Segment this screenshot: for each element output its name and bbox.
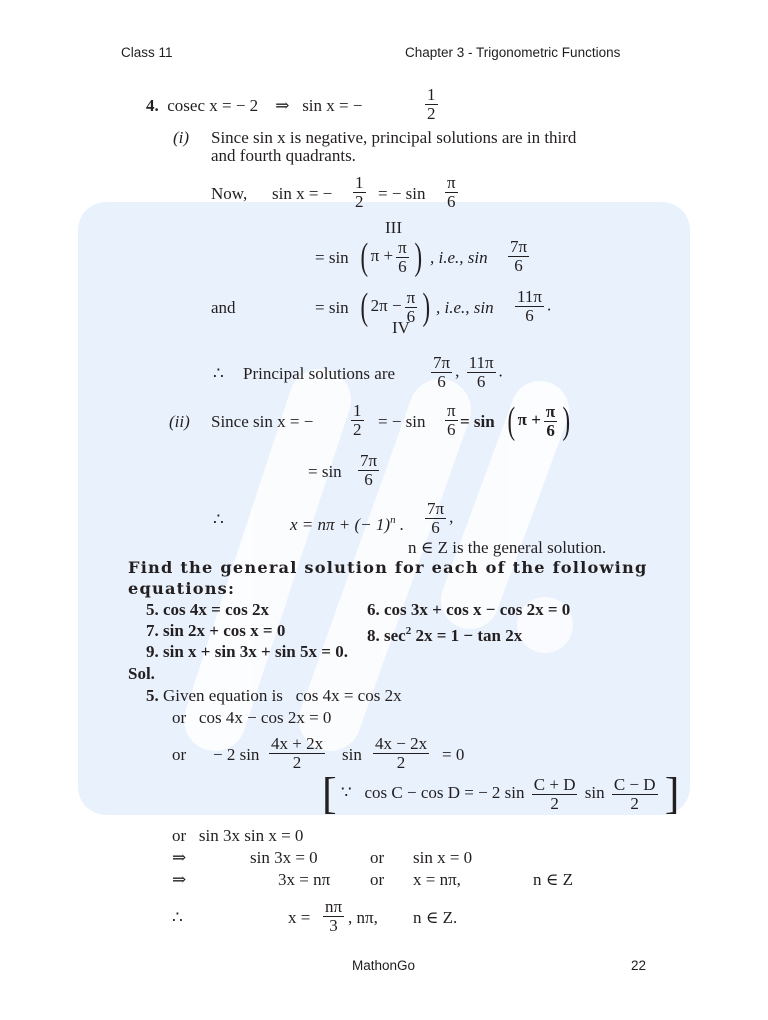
implies-1: ⇒ xyxy=(172,848,187,867)
q4-rhs: sin x = − xyxy=(302,96,363,115)
exercise-item-6: 6. cos 3x + cos x − cos 2x = 0 xyxy=(367,600,571,619)
sol5-line3-eq: = 0 xyxy=(442,745,465,764)
sol5-line3-sin: sin xyxy=(342,745,362,764)
exercise-heading-2: equations: xyxy=(128,579,236,598)
frac-7pi6-c: $\frac{7\pi}{6}$ , xyxy=(427,499,454,537)
exercise-item-9: 9. sin x + sin 3x + sin 5x = 0. xyxy=(146,642,348,661)
sol5-line3-a: − 2 sin xyxy=(213,745,260,764)
frac-diff: $\frac{4x - 2x}{2}$ xyxy=(375,734,428,772)
part-ii-label: (ii) xyxy=(169,412,190,431)
q4-number: 4. xyxy=(146,96,159,115)
and-label: and xyxy=(211,298,236,317)
principal-values: $\frac{7\pi}{6}$ , $\frac{11\pi}{6}$ . xyxy=(433,353,503,391)
now-expr-b: = − sin xyxy=(378,184,426,203)
quadrant-IV: IV xyxy=(392,318,410,337)
eq-sin-2: = sin xyxy=(315,298,349,317)
exercise-heading-1: Find the general solution for each of the following xyxy=(128,558,648,577)
frac-sum: $\frac{4x + 2x}{2}$ xyxy=(271,734,324,772)
frac-one-half: $\frac{1}{2}$ xyxy=(427,85,436,123)
bold-pi-plus-group: ( π + $\frac{\pi}{6}$ ) xyxy=(507,400,571,442)
general-solution-tail: n ∈ Z is the general solution. xyxy=(408,538,607,557)
sol5-line1: 5. Given equation is cos 4x = cos 2x xyxy=(146,686,402,705)
frac-npi3: $\frac{n\pi}{3}$ xyxy=(325,897,343,935)
q4-line1 xyxy=(146,96,362,116)
header-class: Class 11 xyxy=(121,45,173,60)
sol5-line5-a: sin 3x = 0 xyxy=(250,848,318,867)
implies-2: ⇒ xyxy=(172,870,187,889)
quadrant-III: III xyxy=(385,218,402,237)
ie-2: , i.e., sin xyxy=(436,298,494,317)
now-label: Now, xyxy=(211,184,248,203)
principal-text: Principal solutions are xyxy=(243,364,396,383)
sol5-final-b: , nπ, xyxy=(348,908,378,927)
sol5-or-3: or xyxy=(172,745,187,764)
sol5-line4: or sin 3x sin x = 0 xyxy=(172,826,304,845)
footer-brand: MathonGo xyxy=(352,958,416,973)
ie-1: , i.e., sin xyxy=(430,248,488,267)
pi-plus-pi6-group: ( π + $\frac{\pi}{6}$ ) xyxy=(360,236,422,278)
sol5-line6-b: x = nπ, xyxy=(413,870,461,889)
header-chapter: Chapter 3 - Trigonometric Functions xyxy=(405,45,621,60)
two-pi-minus-group: ( 2π − $\frac{\pi}{6}$ ) xyxy=(360,286,431,328)
part-i-text-2: and fourth quadrants. xyxy=(211,146,356,165)
therefore-2: ∴ xyxy=(213,510,224,529)
exercise-item-8: 8. $\sec^2 2x = 1 - \tan 2x$ xyxy=(367,625,523,645)
sol5-line5-b: sin x = 0 xyxy=(413,848,473,867)
frac-now-pi6: $\frac{\pi}{6}$ xyxy=(447,173,456,211)
implies-symbol: ⇒ xyxy=(275,96,290,115)
eq-sin-3: = sin xyxy=(308,462,342,481)
ii-minus-sin: = − sin xyxy=(378,412,426,431)
sol5-final-a: x = xyxy=(288,908,311,927)
eq-sin-1: = sin xyxy=(315,248,349,267)
therefore-1: ∴ xyxy=(213,364,224,383)
part-i-label: (i) xyxy=(173,128,190,147)
sol5-final-c: n ∈ Z. xyxy=(413,908,458,927)
footer-page-number: 22 xyxy=(631,958,647,973)
now-expr-a: sin x = − xyxy=(272,184,333,203)
sol5-line2: or cos 4x − cos 2x = 0 xyxy=(172,708,332,727)
therefore-3: ∴ xyxy=(172,908,183,927)
general-x: x = nπ + (− 1)$^n$ . xyxy=(290,514,405,534)
frac-7pi6-a: $\frac{7\pi}{6}$ xyxy=(510,237,528,275)
part-i-text-1: Since sin x is negative, principal solutions are in third xyxy=(211,128,577,147)
frac-11pi6-a: $\frac{11\pi}{6}$ . xyxy=(517,287,552,325)
sol5-or-6: or xyxy=(370,870,385,889)
q4-lhs: cosec x = − 2 xyxy=(167,96,259,115)
frac-now-half: $\frac{1}{2}$ xyxy=(355,173,364,211)
sol5-line6-a: 3x = nπ xyxy=(278,870,331,889)
sol-label: Sol. xyxy=(128,664,155,683)
sol5-line6-c: n ∈ Z xyxy=(533,870,573,889)
identity-bracket-group: [ ∵ cos C − cos D = − 2 sin $\frac{C + D}{2}$ sin $\frac{C - D}{2}$ ] xyxy=(322,769,680,818)
part-ii-text: Since sin x = − xyxy=(211,412,314,431)
frac-ii-pi6: $\frac{\pi}{6}$ xyxy=(447,401,456,439)
exercise-item-7: 7. sin 2x + cos x = 0 xyxy=(146,621,286,640)
frac-7pi6-b: $\frac{7\pi}{6}$ xyxy=(360,451,378,489)
frac-ii-half: $\frac{1}{2}$ xyxy=(353,401,362,439)
bold-sin: = sin xyxy=(460,412,495,431)
sol5-or-5: or xyxy=(370,848,385,867)
exercise-item-5: 5. cos 4x = cos 2x xyxy=(146,600,270,619)
